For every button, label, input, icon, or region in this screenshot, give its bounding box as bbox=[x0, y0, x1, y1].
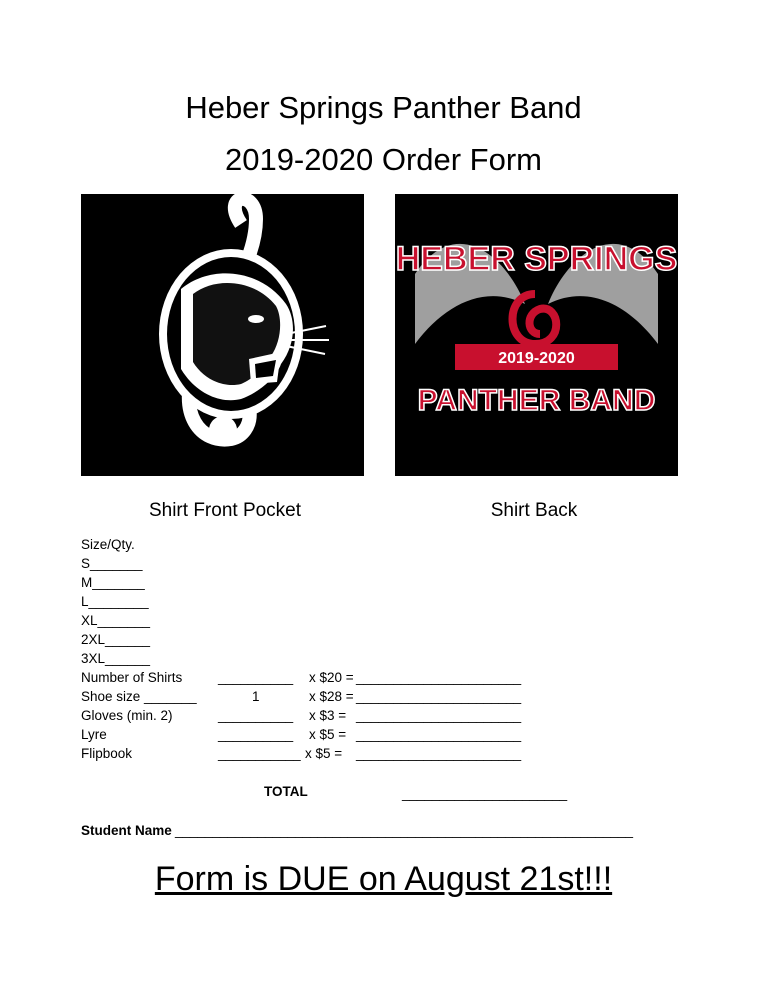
size-l-field[interactable]: L________ bbox=[81, 594, 149, 609]
item-price-lyre: x $5 = bbox=[309, 727, 347, 742]
item-total-gloves[interactable]: ______________________ bbox=[356, 708, 522, 723]
student-name-label: Student Name bbox=[81, 823, 172, 838]
item-total-shirts[interactable]: ______________________ bbox=[356, 670, 522, 685]
back-art-title: HEBER SPRINGS bbox=[395, 240, 678, 278]
item-total-shoes[interactable]: ______________________ bbox=[356, 689, 522, 704]
item-label-shoes: Shoe size _______ bbox=[81, 689, 197, 704]
size-2xl-field[interactable]: 2XL______ bbox=[81, 632, 151, 647]
item-label-flipbook: Flipbook bbox=[81, 746, 133, 761]
size-m-field[interactable]: M_______ bbox=[81, 575, 145, 590]
item-price-flipbook: x $5 = bbox=[305, 746, 343, 761]
student-name-field[interactable]: _____________________________________________________________ bbox=[175, 823, 633, 838]
back-art-subtitle: PANTHER BAND bbox=[417, 384, 656, 417]
size-3xl-field[interactable]: 3XL______ bbox=[81, 651, 151, 666]
shirt-back-image bbox=[395, 194, 678, 476]
panther-treble-clef-logo bbox=[81, 194, 364, 476]
item-label-gloves: Gloves (min. 2) bbox=[81, 708, 173, 723]
item-label-shirts: Number of Shirts bbox=[81, 670, 183, 685]
shirt-front-image bbox=[81, 194, 364, 476]
size-xl-field[interactable]: XL_______ bbox=[81, 613, 151, 628]
item-price-shirts: x $20 = bbox=[309, 670, 354, 685]
size-s-field[interactable]: S_______ bbox=[81, 556, 143, 571]
back-art-year: 2019-2020 bbox=[498, 350, 575, 367]
item-qty-shoes[interactable]: 1 bbox=[252, 689, 260, 704]
item-qty-shirts[interactable]: __________ bbox=[218, 670, 294, 685]
item-label-lyre: Lyre bbox=[81, 727, 107, 742]
item-total-flipbook[interactable]: ______________________ bbox=[356, 746, 522, 761]
back-caption: Shirt Back bbox=[490, 500, 578, 521]
form-title-line2: 2019-2020 Order Form bbox=[224, 142, 543, 177]
form-title-line1: Heber Springs Panther Band bbox=[185, 90, 582, 125]
item-qty-flipbook[interactable]: ___________ bbox=[218, 746, 301, 761]
due-date-notice: Form is DUE on August 21st!!! bbox=[154, 860, 613, 898]
item-qty-lyre[interactable]: __________ bbox=[218, 727, 294, 742]
heber-springs-band-art bbox=[395, 194, 678, 476]
item-price-shoes: x $28 = bbox=[309, 689, 354, 704]
size-qty-heading: Size/Qty. bbox=[81, 537, 135, 552]
front-caption: Shirt Front Pocket bbox=[148, 500, 302, 521]
item-total-lyre[interactable]: ______________________ bbox=[356, 727, 522, 742]
item-price-gloves: x $3 = bbox=[309, 708, 347, 723]
total-field[interactable]: ______________________ bbox=[402, 786, 568, 801]
item-qty-gloves[interactable]: __________ bbox=[218, 708, 294, 723]
total-label: TOTAL bbox=[264, 784, 308, 799]
